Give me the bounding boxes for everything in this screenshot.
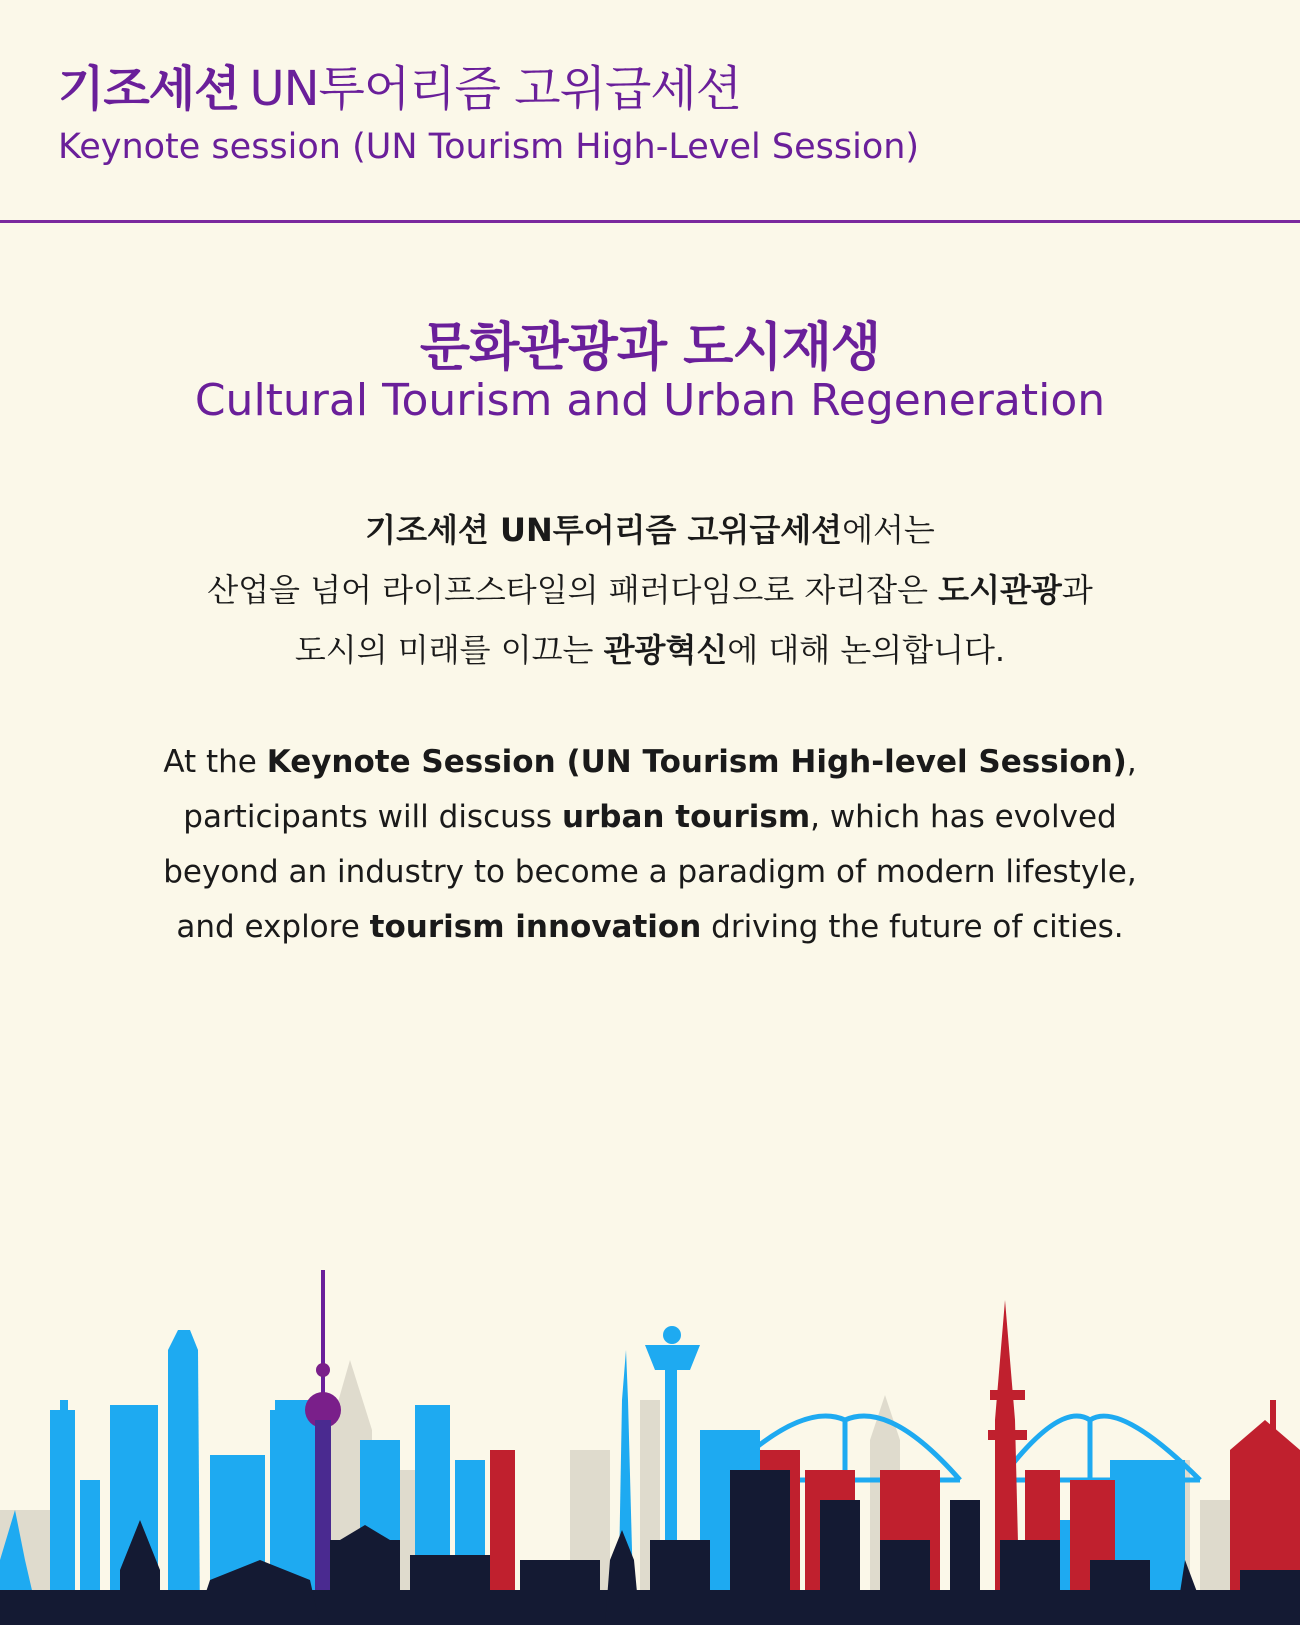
english-text: , <box>1126 744 1137 780</box>
english-description <box>0 735 1300 955</box>
header-title <box>58 50 919 119</box>
korean-text: 도시의 미래를 이끄는 <box>294 631 604 669</box>
english-line-4 <box>0 900 1300 955</box>
header <box>58 50 919 167</box>
english-text: , which has evolved <box>810 799 1117 835</box>
korean-text: 에 대해 논의합니다. <box>727 631 1006 669</box>
header-title-normal: UN투어리즘 고위급세션 <box>249 61 742 117</box>
section-title: 문화관광과 도시재생 <box>419 318 881 378</box>
english-text: At the <box>163 744 267 780</box>
english-line-2 <box>0 790 1300 845</box>
header-divider <box>0 220 1300 223</box>
english-line-3: beyond an industry to become a paradigm of modern lifestyle, <box>163 854 1137 890</box>
english-bold-phrase: tourism innovation <box>369 909 702 945</box>
korean-text: 과 <box>1061 571 1093 609</box>
korean-bold-phrase: 기조세션 UN투어리즘 고위급세션 <box>365 511 843 549</box>
korean-bold-phrase: 도시관광 <box>938 571 1062 609</box>
english-text: and explore <box>176 909 370 945</box>
korean-text: 산업을 넘어 라이프스타일의 패러다임으로 자리잡은 <box>207 571 939 609</box>
header-title-bold: 기조세션 <box>58 61 240 117</box>
english-bold-phrase: urban tourism <box>561 799 811 835</box>
english-bold-phrase: Keynote Session (UN Tourism High-level Session) <box>266 744 1127 780</box>
section-subtitle: Cultural Tourism and Urban Regeneration <box>194 375 1106 426</box>
english-text: participants will discuss <box>183 799 562 835</box>
korean-bold-phrase: 관광혁신 <box>603 631 728 669</box>
english-line-1 <box>0 735 1300 790</box>
korean-line-1 <box>0 500 1300 560</box>
city-skyline-illustration <box>0 1260 1300 1625</box>
korean-description <box>0 500 1300 680</box>
korean-line-3 <box>0 620 1300 680</box>
english-text: driving the future of cities. <box>701 909 1124 945</box>
header-subtitle: Keynote session (UN Tourism High-Level Session) <box>58 127 920 167</box>
korean-line-2 <box>0 560 1300 620</box>
korean-text: 에서는 <box>842 511 935 549</box>
